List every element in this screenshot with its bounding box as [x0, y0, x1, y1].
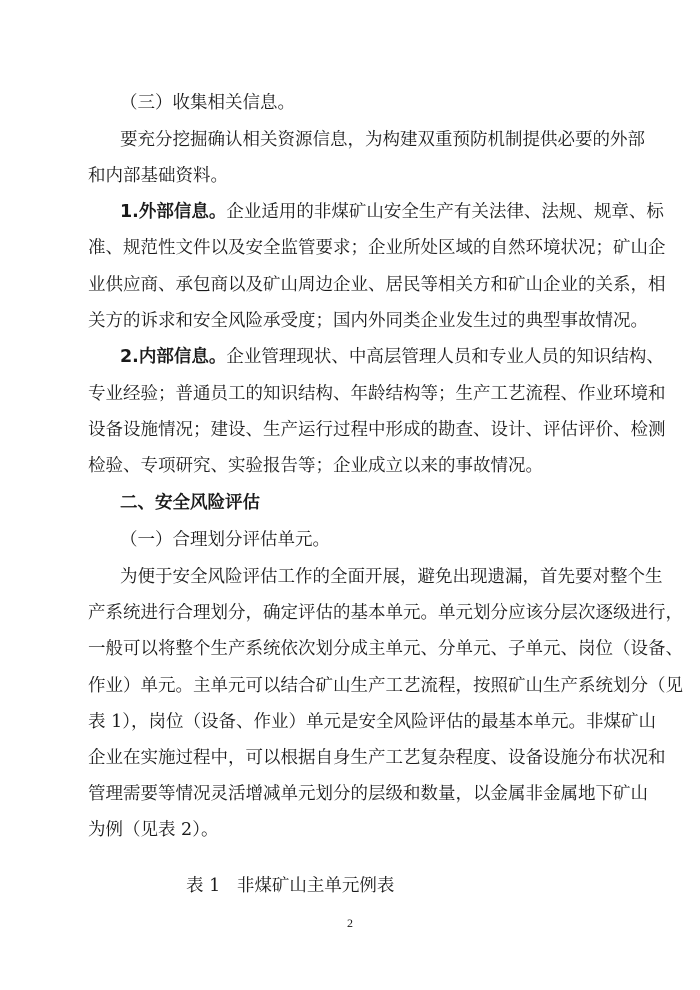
paragraph-line: 为例（见表 2）。 — [88, 820, 219, 840]
external-info-label: 1.外部信息。 — [120, 202, 227, 222]
table-caption: 表 1 非煤矿山主单元例表 — [186, 876, 395, 896]
paragraph-line: 产系统进行合理划分，确定评估的基本单元。单元划分应该分层次逐级进行， — [88, 603, 683, 623]
paragraph-line: 管理需要等情况灵活增减单元划分的层级和数量，以金属非金属地下矿山 — [88, 784, 648, 804]
internal-info-text: 企业管理现状、中高层管理人员和专业人员的知识结构、 — [226, 347, 664, 367]
paragraph-line: 表 1），岗位（设备、作业）单元是安全风险评估的最基本单元。非煤矿山 — [88, 712, 656, 732]
paragraph-line: 准、规范性文件以及安全监管要求；企业所处区域的自然环境状况；矿山企 — [88, 238, 666, 258]
external-info-text: 企业适用的非煤矿山安全生产有关法律、法规、规章、标 — [226, 202, 664, 222]
paragraph-line: 要充分挖掘确认相关资源信息，为构建双重预防机制提供必要的外部 — [120, 130, 645, 150]
chapter-heading: 二、安全风险评估 — [120, 493, 260, 513]
section-title-collect-info: （三）收集相关信息。 — [120, 93, 295, 113]
paragraph-line: 检验、专项研究、实验报告等；企业成立以来的事故情况。 — [88, 456, 543, 476]
paragraph-line: 企业在实施过程中，可以根据自身生产工艺复杂程度、设备设施分布状况和 — [88, 748, 666, 768]
paragraph-line: 业供应商、承包商以及矿山周边企业、居民等相关方和矿山企业的关系，相 — [88, 275, 666, 295]
paragraph-line: 为便于安全风险评估工作的全面开展，避免出现遗漏，首先要对整个生 — [120, 567, 663, 587]
page-number: 2 — [347, 916, 353, 930]
internal-info-line — [120, 345, 664, 369]
external-info-line — [120, 200, 664, 224]
paragraph-line: 关方的诉求和安全风险承受度；国内外同类企业发生过的典型事故情况。 — [88, 311, 648, 331]
internal-info-label: 2.内部信息。 — [120, 347, 227, 367]
paragraph-line: 一般可以将整个生产系统依次划分成主单元、分单元、子单元、岗位（设备、 — [88, 639, 683, 659]
paragraph-line: 作业）单元。主单元可以结合矿山生产工艺流程，按照矿山生产系统划分（见 — [88, 676, 683, 696]
section-title-units: （一）合理划分评估单元。 — [120, 530, 330, 550]
paragraph-line: 设备设施情况；建设、生产运行过程中形成的勘查、设计、评估评价、检测 — [88, 420, 666, 440]
paragraph-line: 专业经验；普通员工的知识结构、年龄结构等；生产工艺流程、作业环境和 — [88, 384, 666, 404]
paragraph-line: 和内部基础资料。 — [88, 166, 228, 186]
